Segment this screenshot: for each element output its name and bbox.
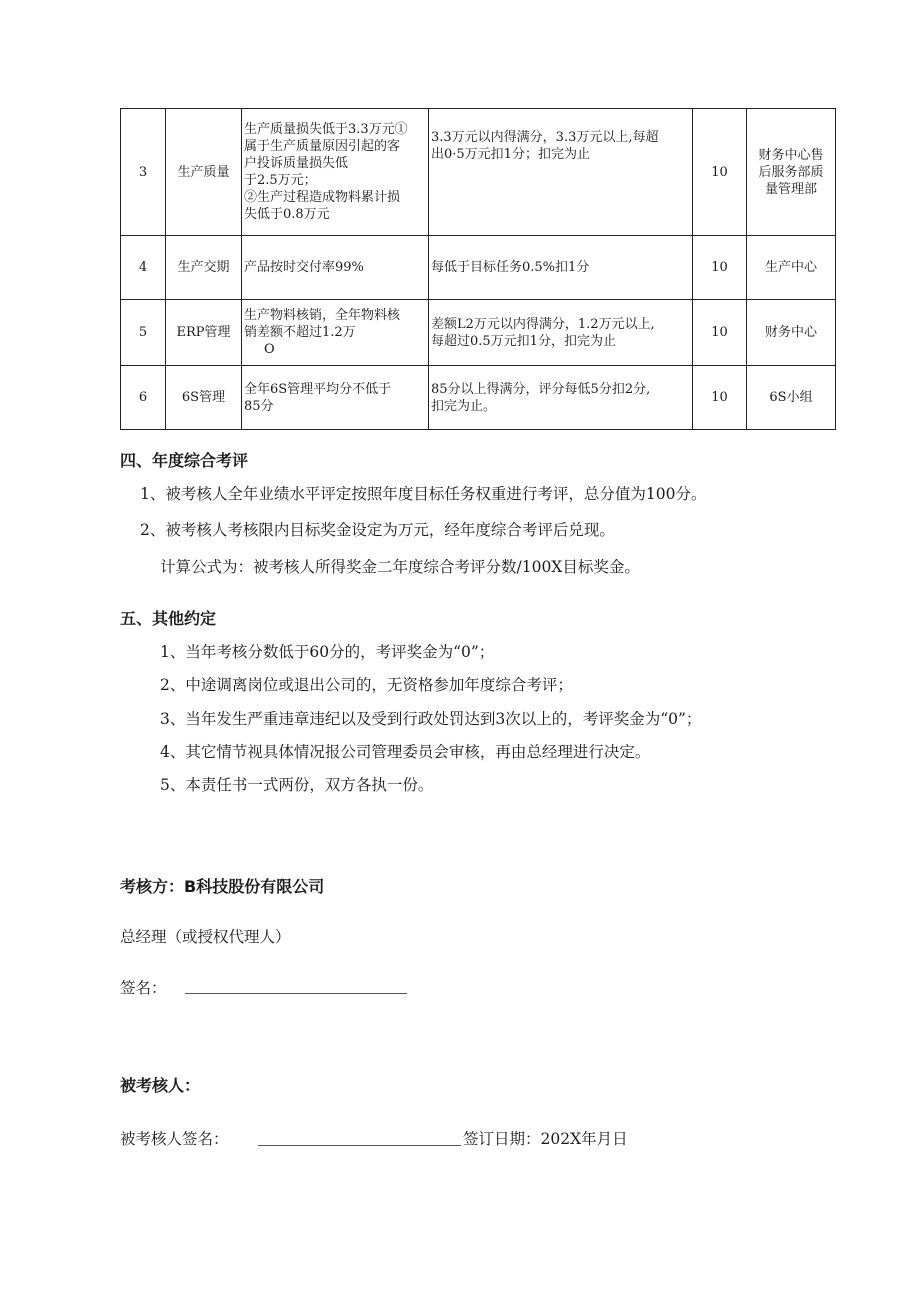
section-4-para-2: 2、被考核人考核限内目标奖金设定为万元，经年度综合考评后兑现。 — [140, 521, 615, 539]
target-cell — [242, 366, 429, 430]
target-cell — [242, 300, 429, 366]
target-cell-line: 属于生产质量原因引起的客 — [244, 139, 401, 154]
scoring-cell-line: 3.3万元以内得满分，3.3万元以上,每超 — [431, 130, 659, 145]
section-5-item: 3、当年发生严重违章违纪以及受到行政处罚达到3次以上的，考评奖金为“0”； — [160, 710, 702, 728]
section-5-item: 2、中途调离岗位或退出公司的，无资格参加年度综合考评； — [160, 676, 573, 694]
kpi-item-cell: 生产交期 — [166, 236, 242, 300]
row-number-cell: 4 — [121, 236, 166, 300]
kpi-item-cell: 6S管理 — [166, 366, 242, 430]
target-cell — [242, 236, 429, 300]
scoring-cell-line: 每低于目标任务0.5%扣1分 — [431, 260, 590, 275]
target-cell-line: 产品按时交付率99% — [244, 260, 364, 275]
responsible-dept-cell — [747, 300, 836, 366]
weight-cell: 10 — [693, 366, 747, 430]
target-cell-line: 生产物料核销，全年物料核 — [244, 308, 401, 323]
kpi-item-cell: 生产质量 — [166, 109, 242, 236]
gm-label: 总经理（或授权代理人） — [120, 928, 291, 946]
responsible-dept-cell-line: 6S小组 — [769, 390, 813, 405]
scoring-cell-line: 每超过0.5万元扣1分，扣完为止 — [431, 333, 616, 349]
kpi-item-cell: ERP管理 — [166, 300, 242, 366]
kpi-table-body — [121, 109, 836, 430]
row-number-cell: 5 — [121, 300, 166, 366]
row-number-cell: 6 — [121, 366, 166, 430]
responsible-dept-cell-line: 后服务部质 — [758, 164, 824, 180]
kpi-table-row — [121, 300, 836, 366]
assessor-label: 考核方：B科技股份有限公司 — [120, 877, 325, 896]
kpi-table-row — [121, 109, 836, 236]
scoring-cell — [429, 109, 693, 236]
weight-cell: 10 — [693, 236, 747, 300]
section-5-title: 五、其他约定 — [120, 609, 217, 628]
row-number-cell: 3 — [121, 109, 166, 236]
section-5-item: 4、其它情节视具体情况报公司管理委员会审核，再由总经理进行决定。 — [160, 743, 651, 761]
kpi-table-row — [121, 366, 836, 430]
assessee-label: 被考核人： — [120, 1076, 201, 1095]
scoring-cell — [429, 236, 693, 300]
assessee-sign-label: 被考核人签名： — [120, 1130, 229, 1148]
target-cell-line: 全年6S管理平均分不低于 — [244, 381, 392, 397]
section-4-para-1: 1、被考核人全年业绩水平评定按照年度目标任务权重进行考评，总分值为100分。 — [140, 485, 707, 503]
section-4-formula: 计算公式为：被考核人所得奖金二年度综合考评分数/100X目标奖金。 — [160, 558, 640, 576]
kpi-table-row — [121, 236, 836, 300]
responsible-dept-cell — [747, 109, 836, 236]
responsible-dept-cell — [747, 236, 836, 300]
scoring-cell — [429, 366, 693, 430]
target-cell-line: ②生产过程造成物料累计损 — [244, 190, 401, 205]
responsible-dept-cell — [747, 366, 836, 430]
responsible-dept-cell-line: 财务中心售 — [758, 147, 824, 163]
signature-line[interactable] — [185, 993, 407, 994]
target-cell-line: 户投诉质量损失低 — [244, 156, 349, 171]
target-cell — [242, 109, 429, 236]
section-5-item: 1、当年考核分数低于60分的，考评奖金为“0”； — [160, 643, 495, 661]
target-cell-line: 85分 — [244, 398, 274, 414]
responsible-dept-cell-line: 财务中心 — [764, 325, 817, 340]
sign-label: 签名： — [120, 979, 167, 997]
kpi-table — [120, 108, 836, 430]
scoring-cell-line: 85分以上得满分，评分每低5分扣2分, — [431, 381, 651, 397]
section-5-item: 5、本责任书一式两份，双方各执一份。 — [160, 776, 434, 794]
target-cell-line: 销差额不超过1.2万 — [244, 325, 356, 340]
scoring-cell-line: 差额L2万元以内得满分，1.2万元以上, — [431, 316, 655, 332]
weight-cell: 10 — [693, 109, 747, 236]
target-cell-line: 生产质量损失低于3.3万元① — [244, 122, 408, 137]
scoring-cell — [429, 300, 693, 366]
scoring-cell-line: 出0·5万元扣1分；扣完为止 — [431, 147, 590, 162]
assessee-signature-line[interactable] — [258, 1145, 461, 1146]
responsible-dept-cell-line: 生产中心 — [764, 260, 817, 275]
target-cell-line: O — [264, 342, 275, 357]
target-cell-line: 失低于0.8万元 — [244, 207, 330, 222]
section-4-title: 四、年度综合考评 — [120, 451, 249, 470]
target-cell-line: 于2.5万元； — [244, 173, 317, 188]
scoring-cell-line: 扣完为止。 — [431, 398, 497, 414]
weight-cell: 10 — [693, 300, 747, 366]
date-label: 签订日期：202X年月日 — [463, 1130, 628, 1148]
responsible-dept-cell-line: 量管理部 — [764, 181, 817, 197]
